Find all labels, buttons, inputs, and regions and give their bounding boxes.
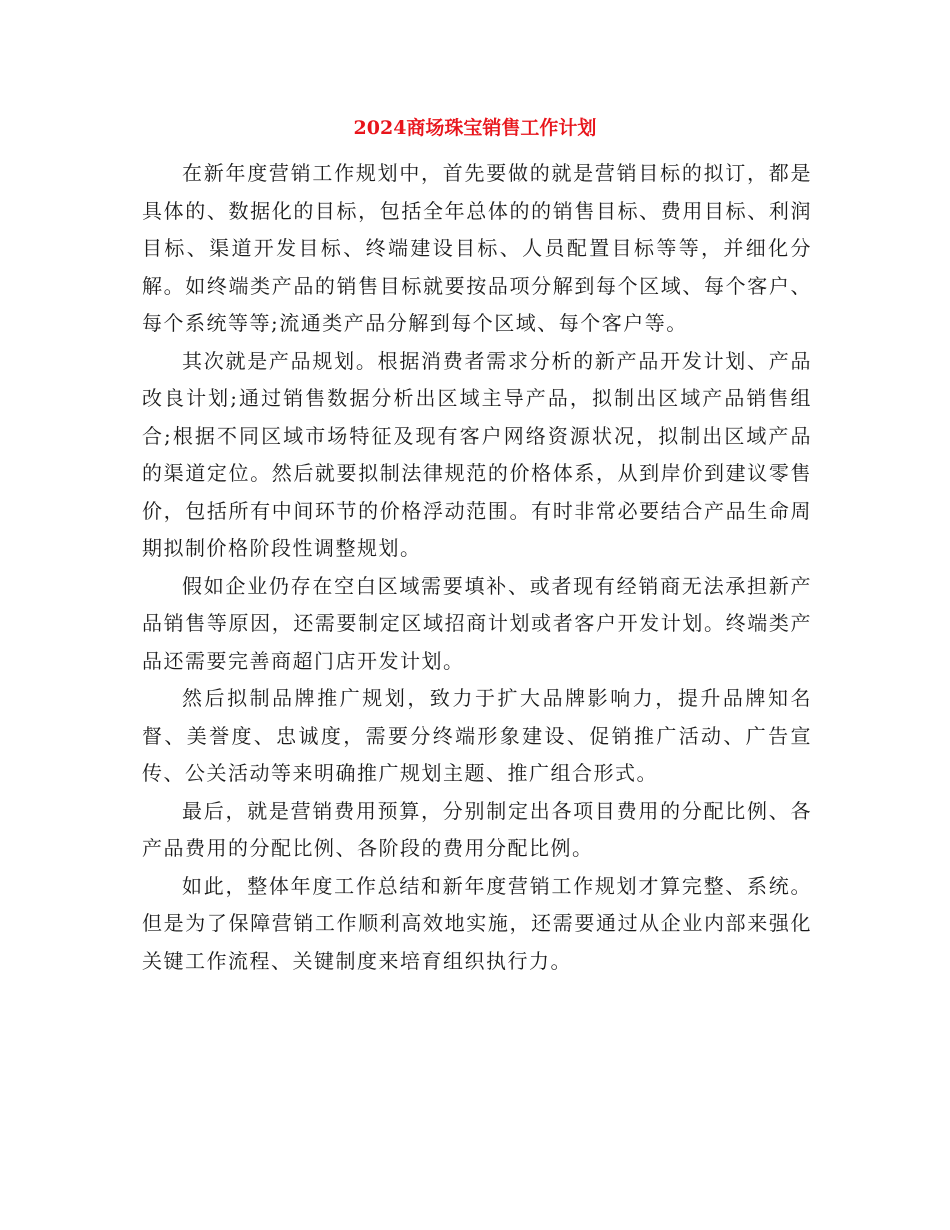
- paragraph-conclusion: 如此，整体年度工作总结和新年度营销工作规划才算完整、系统。但是为了保障营销工作顺利高效地实施，还需要通过从企业内部来强化关键工作流程、关键制度来培育组织执行力。: [142, 873, 812, 973]
- document-title: 2024商场珠宝销售工作计划: [353, 117, 597, 139]
- document-body: [142, 155, 812, 980]
- paragraph-marketing-goals: 在新年度营销工作规划中，首先要做的就是营销目标的拟订，都是具体的、数据化的目标，包括全年总体的的销售目标、费用目标、利润目标、渠道开发目标、终端建设目标、人员配置目标等等，并细化分解。如终端类产品的销售目标就要按品项分解到每个区域、每个客户、每个系统等等;流通类产品分解到每个区域、每个客户等。: [142, 161, 812, 335]
- paragraph-budget: 最后，就是营销费用预算，分别制定出各项目费用的分配比例、各产品费用的分配比例、各阶段的费用分配比例。: [142, 798, 812, 860]
- paragraph-product-planning: 其次就是产品规划。根据消费者需求分析的新产品开发计划、产品改良计划;通过销售数据分析出区域主导产品，拟制出区域产品销售组合;根据不同区域市场特征及现有客户网络资源状况，拟制出区域产品的渠道定位。然后就要拟制法律规范的价格体系，从到岸价到建议零售价，包括所有中间环节的价格浮动范围。有时非常必要结合产品生命周期拟制价格阶段性调整规划。: [142, 348, 812, 560]
- paragraph-brand-promotion: 然后拟制品牌推广规划，致力于扩大品牌影响力，提升品牌知名督、美誉度、忠诚度，需要分终端形象建设、促销推广活动、广告宣传、公关活动等来明确推广规划主题、推广组合形式。: [142, 686, 812, 785]
- paragraph-investment-plan: 假如企业仍存在空白区域需要填补、或者现有经销商无法承担新产品销售等原因，还需要制定区域招商计划或者客户开发计划。终端类产品还需要完善商超门店开发计划。: [142, 573, 812, 673]
